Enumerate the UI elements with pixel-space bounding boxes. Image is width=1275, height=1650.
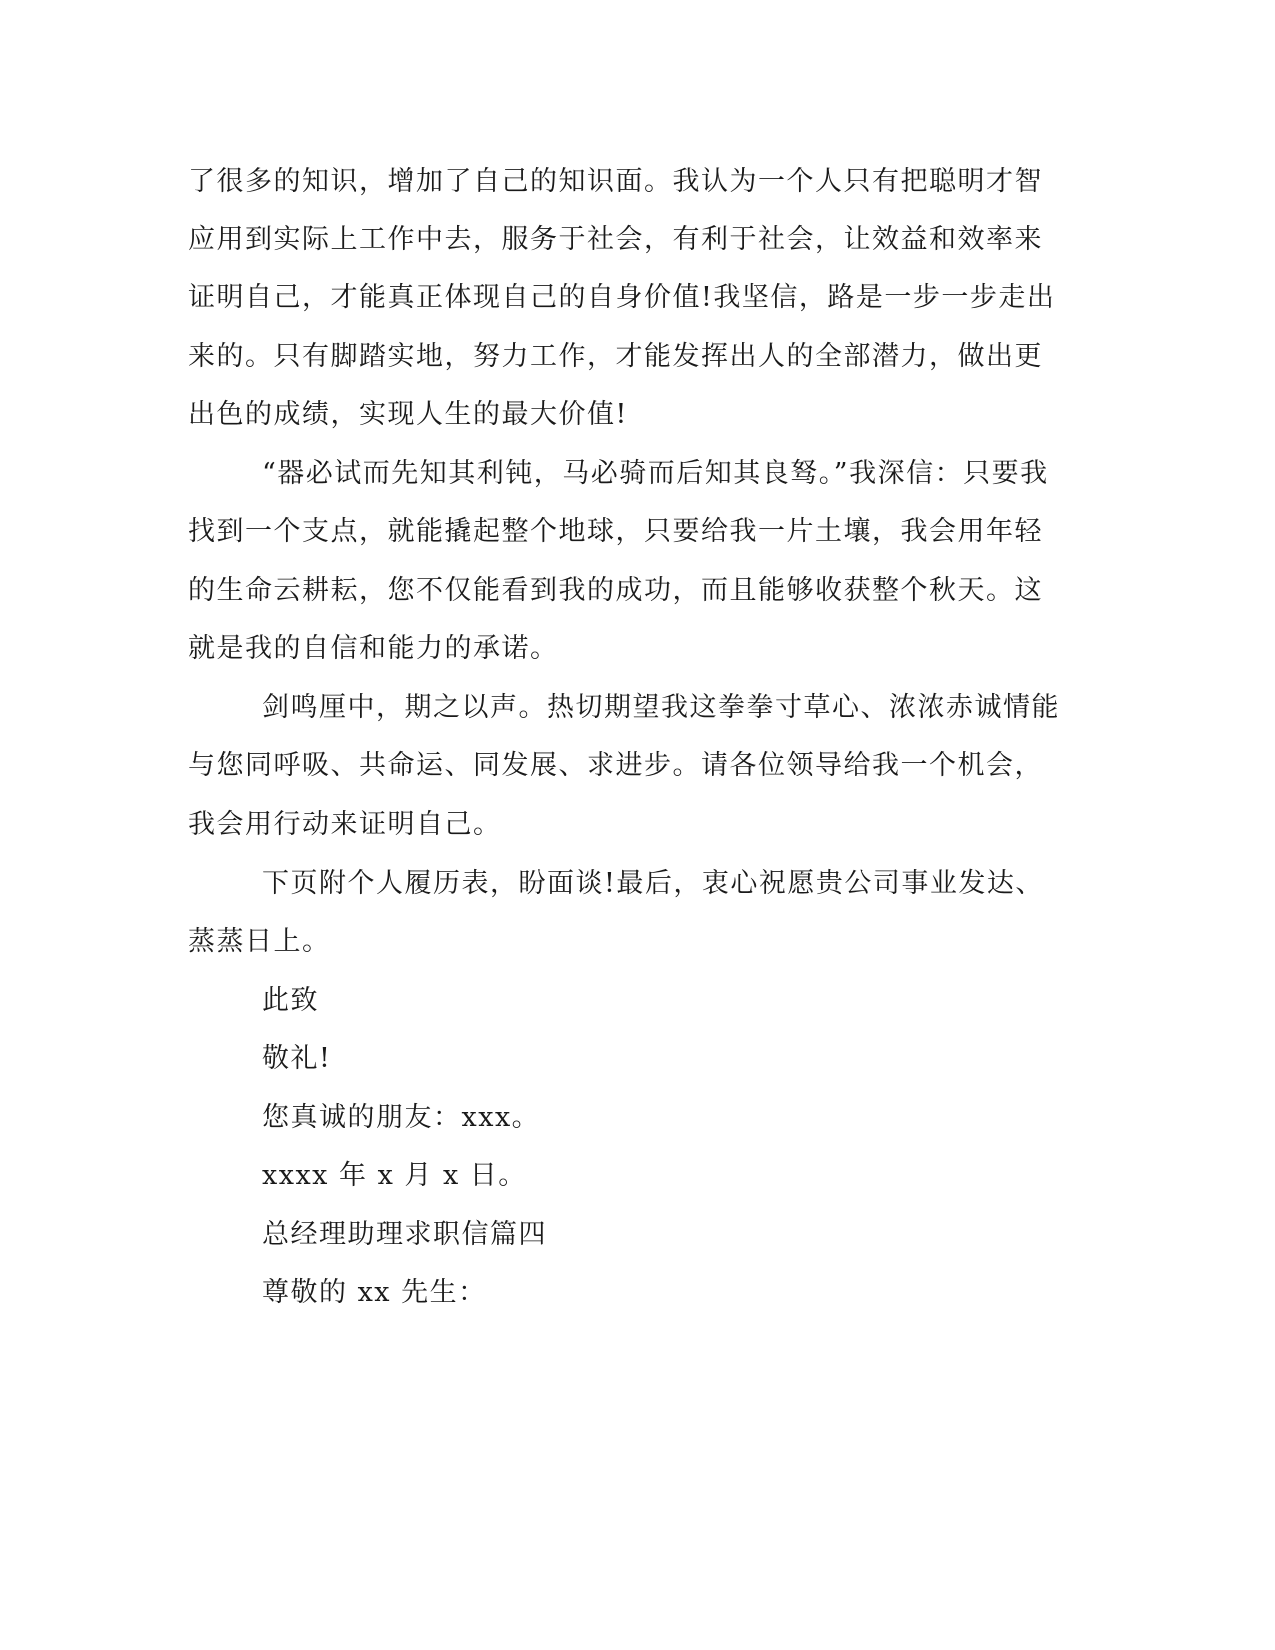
body-text-line: 来的。只有脚踏实地，努力工作，才能发挥出人的全部潜力，做出更 — [188, 341, 1043, 372]
section-heading: 总经理助理求职信篇四 — [262, 1219, 547, 1250]
body-text-line: 应用到实际上工作中去，服务于社会，有利于社会，让效益和效率来 — [188, 224, 1043, 255]
body-text-line: 剑鸣厘中，期之以声。热切期望我这拳拳寸草心、浓浓赤诚情能 — [262, 692, 1060, 723]
body-text-line: 与您同呼吸、共命运、同发展、求进步。请各位领导给我一个机会， — [188, 750, 1043, 781]
closing-salutation: 此致 — [262, 985, 319, 1016]
body-text-line: 的生命云耕耘，您不仅能看到我的成功，而且能够收获整个秋天。这 — [188, 575, 1043, 606]
closing-date: xxxx 年 x 月 x 日。 — [262, 1160, 527, 1191]
body-text-line: 找到一个支点，就能撬起整个地球，只要给我一片土壤，我会用年轻 — [188, 516, 1043, 547]
body-text-line: 蒸蒸日上。 — [188, 926, 331, 957]
body-text-line: 出色的成绩，实现人生的最大价值! — [188, 399, 628, 430]
closing-signature: 您真诚的朋友：xxx。 — [262, 1102, 541, 1133]
body-text-line: 了很多的知识，增加了自己的知识面。我认为一个人只有把聪明才智 — [188, 166, 1043, 197]
body-text-line: 我会用行动来证明自己。 — [188, 809, 502, 840]
letter-greeting: 尊敬的 xx 先生： — [262, 1277, 487, 1308]
body-text-line: “器必试而先知其利钝，马必骑而后知其良驽。”我深信：只要我 — [262, 458, 1049, 489]
closing-regards: 敬礼! — [262, 1043, 332, 1074]
body-text-line: 下页附个人履历表，盼面谈!最后，衷心祝愿贵公司事业发达、 — [262, 868, 1044, 899]
body-text-line: 就是我的自信和能力的承诺。 — [188, 633, 559, 664]
body-text-line: 证明自己，才能真正体现自己的自身价值!我坚信，路是一步一步走出 — [188, 282, 1056, 313]
